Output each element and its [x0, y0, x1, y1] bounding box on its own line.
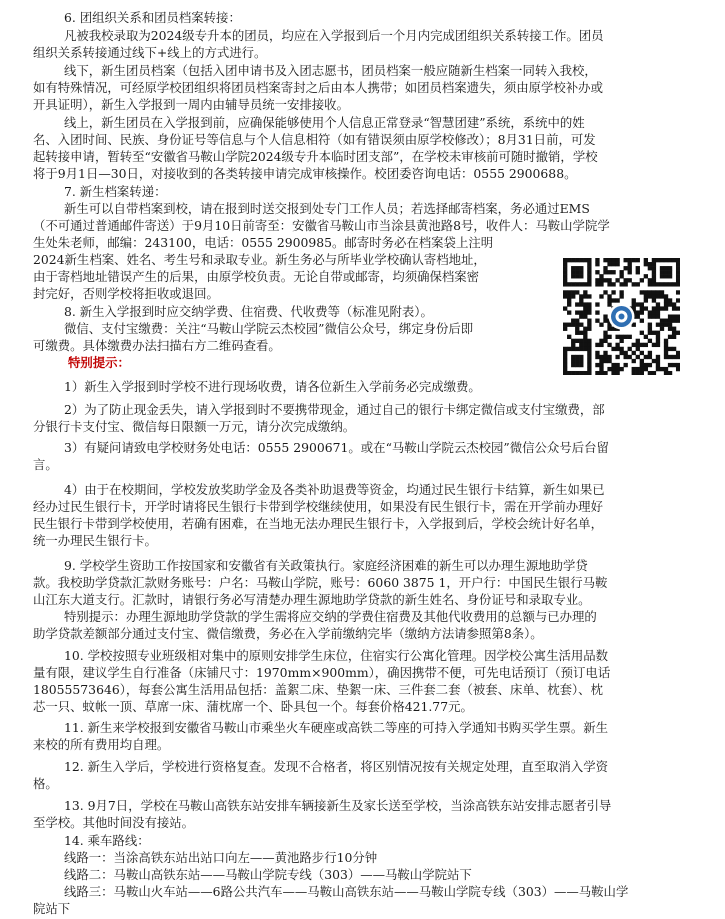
paragraph-line: 量有限，建议学生自行准备（床铺尺寸：1970mm×900mm），确因携带不便，可先电话预订（预订电话	[33, 665, 611, 680]
paragraph-line: 起转接申请，暂转至“安徽省马鞍山学院2024级专升本临时团支部”，在学校未审核前可随时撤销，学校	[33, 149, 598, 164]
paragraph-line: 微信、支付宝缴费：关注“马鞍山学院云杰校园”微信公众号，绑定身份后即	[64, 321, 474, 336]
paragraph-line: 可缴费。具体缴费办法扫描右方二维码查看。	[33, 338, 281, 353]
paragraph-line: 来校的所有费用均自理。	[33, 737, 170, 752]
paragraph-line: 款。我校助学贷款汇款财务账号：户名：马鞍山学院，账号：6060 3875 1，开户行：中国民生银行马鞍	[33, 575, 608, 590]
paragraph-line: 院站下	[33, 901, 71, 916]
paragraph-line: 线下，新生团员档案（包括入团申请书及入团志愿书，团员档案一般应随新生档案一同转入我校，	[64, 63, 597, 78]
route-line-3: 线路三：马鞍山火车站——6路公共汽车——马鞍山高铁东站——马鞍山学院专线（303）——马鞍山学	[64, 884, 629, 899]
paragraph-line: 至学校。其他时间没有接站。	[33, 815, 195, 830]
heading-item-7: 7. 新生档案转递：	[64, 184, 167, 199]
paragraph-line: 民生银行卡带到学校使用，若确有困难，在当地无法办理民生银行卡，入学报到后，学校会统计好名单，	[33, 516, 603, 531]
paragraph-line: 2024新生档案、姓名、考生号和录取专业。新生务必与所毕业学校确认寄档地址，	[33, 252, 486, 267]
paragraph-line: 组织关系转接通过线下+线上的方式进行。	[33, 45, 267, 60]
paragraph-line: 封完好，否则学校将拒收或退回。	[33, 286, 219, 301]
qr-code-icon	[563, 258, 680, 375]
paragraph-line: 2）为了防止现金丢失，请入学报到时不要携带现金，通过自己的银行卡绑定微信或支付宝缴费，部	[64, 402, 605, 417]
paragraph-line: 格。	[33, 776, 58, 791]
paragraph-line: 言。	[33, 457, 58, 472]
paragraph-line: 1）新生入学报到时学校不进行现场收费，请各位新生入学前务必完成缴费。	[64, 379, 481, 394]
paragraph-line: 生处朱老师，邮编：243100，电话：0555 2900985。邮寄时务必在档案袋上注明	[33, 235, 494, 250]
heading-item-6: 6. 团组织关系和团员档案转接：	[64, 10, 241, 25]
heading-item-14: 14. 乘车路线：	[64, 833, 150, 848]
paragraph-line: 3）有疑问请致电学校财务处电话：0555 2900671。或在“马鞍山学院云杰校园”微信公众号后台留	[64, 440, 609, 455]
route-line-2: 线路二：马鞍山高铁东站——马鞍山学院专线（303）——马鞍山学院站下	[64, 867, 472, 882]
paragraph-line: 开具证明），新生入学报到一周内由辅导员统一安排接收。	[33, 97, 349, 112]
paragraph-line: 4）由于在校期间，学校发放奖助学金及各类补助退费等资金，均通过民生银行卡结算，新生如果已	[64, 482, 605, 497]
paragraph-line: 如有特殊情况，可经原学校团组织将团员档案寄封之后由本人携带；如团员档案遗失，须由原学校补办或	[33, 80, 603, 95]
paragraph-line: 9. 学校学生资助工作按国家和安徽省有关政策执行。家庭经济困难的新生可以办理生源地助学贷	[64, 558, 588, 573]
paragraph-line: 将于9月1日—30日，对接收到的各类转接申请完成审核操作。校团委咨询电话：0555 2900688。	[33, 166, 577, 181]
paragraph-line: 山江东大道支行。汇款时，请银行务必写清楚办理生源地助学贷款的新生姓名、身份证号和录取专业。	[33, 592, 591, 607]
paragraph-line: 13. 9月7日，学校在马鞍山高铁东站安排车辆接新生及家长送至学校，当涂高铁东站安排志愿者引导	[64, 798, 612, 813]
paragraph-line: （不可通过普通邮件寄送）于9月10日前寄至：安徽省马鞍山市当涂县黄池路8号，收件人：马鞍山学院学	[33, 218, 610, 233]
route-line-1: 线路一：当涂高铁东站出站口向左——黄池路步行10分钟	[64, 850, 378, 865]
paragraph-line: 11. 新生来学校报到安徽省马鞍山市乘坐火车硬座或高铁二等座的可持入学通知书购买学生票。新生	[64, 720, 609, 735]
paragraph-line: 统一办理民生银行卡。	[33, 533, 157, 548]
paragraph-line: 芯一只、蚊帐一顶、草席一床、蒲枕席一个、卧具包一个。每套价格421.77元。	[33, 699, 473, 714]
paragraph-line: 线上，新生团员在入学报到前，应确保能够使用个人信息正常登录“智慧团建”系统，系统中的姓	[64, 115, 585, 130]
paragraph-line: 由于寄档地址错误产生的后果，由原学校负责。无论自带或邮寄，均须确保档案密	[33, 269, 480, 284]
paragraph-line: 经办过民生银行卡，开学时请将民生银行卡带到学校继续使用，如果没有民生银行卡，需在开学前办理好	[33, 499, 603, 514]
paragraph-line: 分银行卡支付宝、微信每日限额一万元，请分次完成缴纳。	[33, 419, 356, 434]
paragraph-line: 名、入团时间、民族、身份证号等信息与个人信息相符（如有错误须由原学校修改）；8月31日前，可发	[33, 132, 596, 147]
heading-item-8: 8. 新生入学报到时应交纳学费、住宿费、代收费等（标准见附表）。	[64, 304, 433, 319]
paragraph-line: 新生可以自带档案到校，请在报到时送交报到处专门工作人员；若选择邮寄档案，务必通过EMS	[64, 201, 590, 216]
paragraph-line: 18055573646），每套公寓生活用品包括：盖絮二床、垫絮一床、三件套二套（被套、床单、枕套）、枕	[33, 682, 603, 697]
paragraph-line: 助学贷款差额部分通过支付宝、微信缴费，务必在入学前缴纳完毕（缴纳方法请参照第8条）。	[33, 626, 543, 641]
paragraph-line: 特别提示：办理生源地助学贷款的学生需将应交纳的学费住宿费及其他代收费用的总额与已办理的	[64, 609, 597, 624]
paragraph-line: 凡被我校录取为2024级专升本的团员，均应在入学报到后一个月内完成团组织关系转接工作。团员	[64, 28, 604, 43]
special-notice-title: 特别提示：	[68, 355, 130, 370]
paragraph-line: 12. 新生入学后，学校进行资格复查。发现不合格者，将区别情况按有关规定处理，直至取消入学资	[64, 759, 609, 774]
paragraph-line: 10. 学校按照专业班级相对集中的原则安排学生床位，住宿实行公寓化管理。因学校公寓生活用品数	[64, 648, 609, 663]
